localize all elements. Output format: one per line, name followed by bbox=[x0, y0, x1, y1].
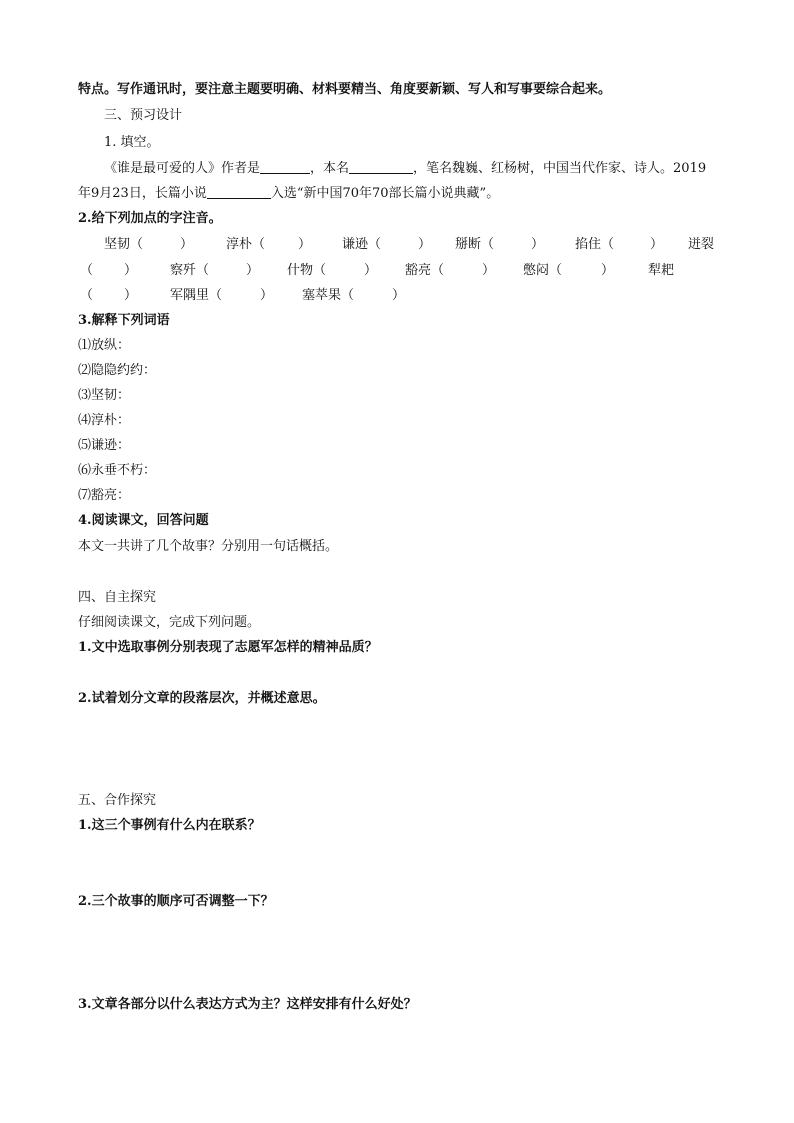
term-item: ⑺豁亮： bbox=[78, 488, 131, 503]
section4-q2: 2.试着划分文章的段落层次，并概述意思。 bbox=[78, 691, 326, 706]
open-paren: （ bbox=[80, 263, 94, 278]
close-paren: ） bbox=[531, 237, 545, 252]
close-paren: ） bbox=[180, 237, 194, 252]
word-item: 谦逊（ bbox=[342, 237, 382, 252]
section5-q1: 1.这三个事例有什么内在联系？ bbox=[78, 818, 261, 833]
word-item: 坚韧（ bbox=[104, 237, 144, 252]
term-item: ⑵隐隐约约： bbox=[78, 363, 157, 378]
word-item: 军隅里（ bbox=[170, 288, 223, 303]
word-item: 察歼（ bbox=[170, 263, 210, 278]
q4-label: 4.阅读课文，回答问题 bbox=[78, 513, 209, 528]
term-item: ⑷淳朴： bbox=[78, 413, 131, 428]
close-paren: ） bbox=[482, 263, 496, 278]
q1-part2: ，本名 bbox=[310, 161, 350, 176]
close-paren: ） bbox=[601, 263, 615, 278]
close-paren: ） bbox=[650, 237, 664, 252]
term-item: ⑶坚韧： bbox=[78, 388, 131, 403]
section4-title: 四、自主探究 bbox=[78, 590, 157, 605]
q3-label: 3.解释下列词语 bbox=[78, 313, 170, 328]
section4-instruction: 仔细阅读课文，完成下列问题。 bbox=[78, 615, 261, 630]
section5-title: 五、合作探究 bbox=[78, 793, 157, 808]
author-blank[interactable] bbox=[260, 159, 310, 174]
word-item: 淳朴（ bbox=[226, 237, 266, 252]
close-paren: ） bbox=[298, 237, 312, 252]
q2-label: 2.给下列加点的字注音。 bbox=[78, 211, 222, 226]
section4-q1: 1.文中选取事例分别表现了志愿军怎样的精神品质？ bbox=[78, 640, 378, 655]
q1-part5: 入选“新中国70年70部长篇小说典藏”。 bbox=[270, 186, 500, 201]
open-paren: （ bbox=[80, 288, 94, 303]
close-paren: ） bbox=[392, 288, 406, 303]
q1-line1 bbox=[104, 159, 706, 178]
section5-q2: 2.三个故事的顺序可否调整一下？ bbox=[78, 894, 274, 909]
term-item: ⑴放纵： bbox=[78, 338, 131, 353]
word-item: 犁耙 bbox=[648, 263, 675, 278]
q1-part1: 《谁是最可爱的人》作者是 bbox=[104, 161, 261, 176]
close-paren: ） bbox=[124, 263, 138, 278]
real-name-blank[interactable] bbox=[349, 159, 413, 174]
word-item: 迸裂 bbox=[688, 237, 715, 252]
word-item: 掐住（ bbox=[575, 237, 615, 252]
section5-q3: 3.文章各部分以什么表达方式为主？这样安排有什么好处？ bbox=[78, 997, 417, 1012]
word-item: 豁亮（ bbox=[405, 263, 445, 278]
close-paren: ） bbox=[246, 263, 260, 278]
word-item: 塞萃果（ bbox=[302, 288, 355, 303]
close-paren: ） bbox=[418, 237, 432, 252]
word-item: 掰断（ bbox=[455, 237, 495, 252]
word-item: 什物（ bbox=[287, 263, 327, 278]
term-item: ⑸谦逊： bbox=[78, 438, 131, 453]
close-paren: ） bbox=[260, 288, 274, 303]
word-item: 憋闷（ bbox=[523, 263, 563, 278]
close-paren: ） bbox=[124, 288, 138, 303]
term-item: ⑹永垂不朽： bbox=[78, 463, 157, 478]
q4-question: 本文一共讲了几个故事？分别用一句话概括。 bbox=[78, 539, 339, 554]
q1-line2 bbox=[78, 184, 499, 203]
intro-tail-text: 特点。写作通讯时，要注意主题要明确、材料要精当、角度要新颖、写人和写事要综合起来。 bbox=[78, 82, 612, 97]
q1-part3: ，笔名魏巍、红杨树，中国当代作家、诗人。2019 bbox=[413, 161, 707, 176]
close-paren: ） bbox=[364, 263, 378, 278]
section3-title: 三、预习设计 bbox=[104, 108, 183, 123]
q1-label: 1. 填空。 bbox=[104, 135, 160, 150]
q1-part4: 年9月23日，长篇小说 bbox=[78, 186, 207, 201]
novel-blank[interactable] bbox=[207, 184, 271, 199]
